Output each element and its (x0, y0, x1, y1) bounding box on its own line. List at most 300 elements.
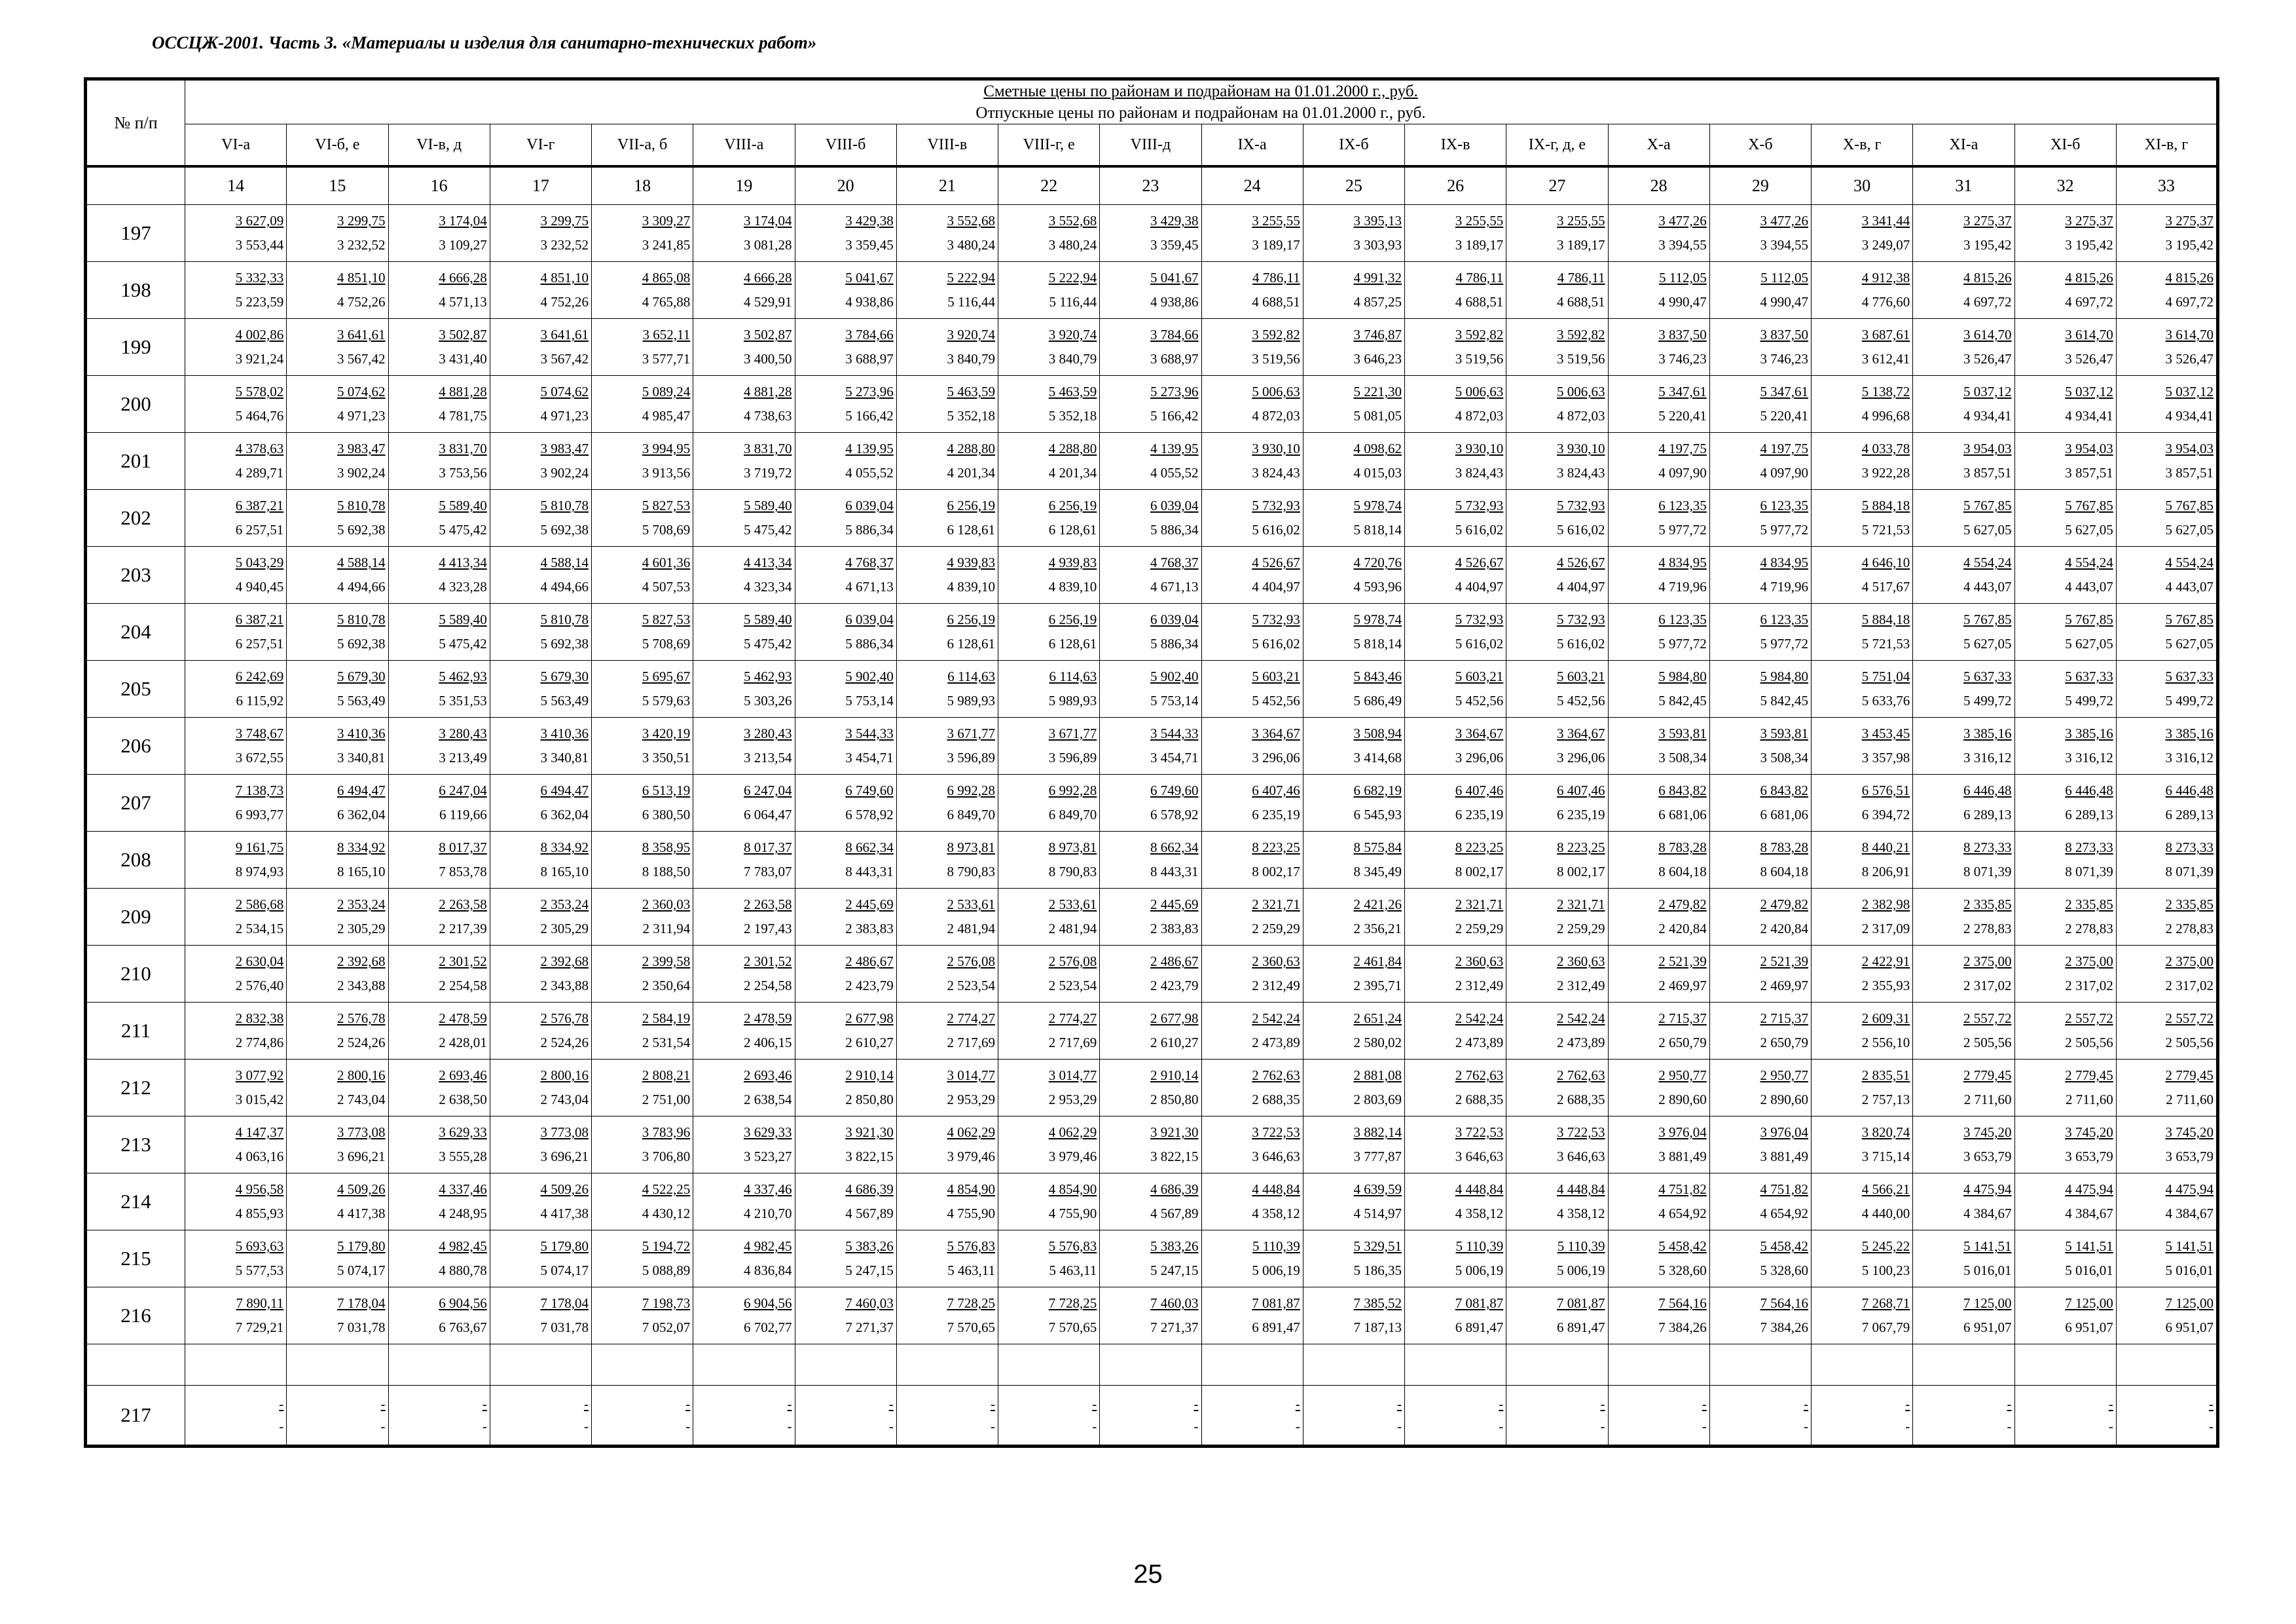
release-price: 8 604,18 (1760, 864, 1808, 879)
price-cell (896, 205, 998, 262)
estimated-price: 3 174,04 (439, 213, 487, 229)
table-row (86, 946, 2218, 1003)
release-price: 3 359,45 (845, 237, 894, 253)
estimated-price: 3 629,33 (744, 1124, 792, 1140)
price-cell (2014, 1116, 2116, 1173)
estimated-price: 3 280,43 (439, 726, 487, 741)
estimated-price: 3 341,44 (1861, 213, 1910, 229)
price-cell (1812, 376, 1913, 433)
release-price: 4 697,72 (1963, 294, 2012, 310)
price-cell (592, 1287, 693, 1344)
price-cell (1303, 718, 1404, 775)
price-cell (896, 547, 998, 604)
price-cell (1100, 1230, 1201, 1287)
estimated-price: 3 614,70 (1963, 327, 2012, 342)
release-price: 6 128,61 (1048, 522, 1097, 538)
estimated-price: 2 521,39 (1658, 953, 1707, 969)
estimated-price: 2 478,59 (439, 1010, 487, 1026)
release-price: 3 922,28 (1861, 465, 1910, 481)
blank-cell (1100, 1344, 1201, 1386)
release-price: 5 452,56 (1455, 693, 1504, 709)
release-price: 3 646,63 (1455, 1149, 1504, 1164)
price-cell (1405, 889, 1506, 946)
release-price: 2 350,64 (642, 978, 691, 993)
estimated-price: 5 843,46 (1353, 669, 1402, 684)
release-price: 5 753,14 (1150, 693, 1199, 709)
row-number: 198 (86, 262, 185, 319)
estimated-price: 4 912,38 (1861, 270, 1910, 286)
estimated-price: 5 810,78 (337, 498, 386, 513)
blank-cell (998, 1344, 1100, 1386)
release-price: 3 567,42 (337, 351, 386, 367)
price-cell (1709, 490, 1811, 547)
estimated-price: 3 627,09 (235, 213, 284, 229)
estimated-price: 2 392,68 (337, 953, 386, 969)
estimated-price: 6 407,46 (1557, 783, 1605, 798)
price-cell (490, 661, 591, 718)
estimated-price: 4 475,94 (1963, 1181, 2012, 1197)
estimated-price: 4 834,95 (1760, 555, 1808, 570)
estimated-price: 6 114,63 (1049, 669, 1097, 684)
estimated-price: 6 407,46 (1455, 783, 1504, 798)
estimated-price: 4 526,67 (1252, 555, 1300, 570)
estimated-price: 5 463,59 (947, 384, 995, 399)
release-price: 5 100,23 (1861, 1263, 1910, 1278)
release-price: 6 128,61 (947, 522, 995, 538)
release-price: 5 842,45 (1760, 693, 1808, 709)
release-price: 5 692,38 (337, 522, 386, 538)
estimated-price: 2 576,08 (1048, 953, 1097, 969)
price-cell (1709, 1060, 1811, 1116)
release-price: - (1499, 1418, 1504, 1434)
release-price: 2 717,69 (947, 1035, 995, 1050)
estimated-price: 2 360,63 (1557, 953, 1605, 969)
price-cell (592, 433, 693, 490)
estimated-price: 5 589,40 (439, 612, 487, 627)
price-cell (287, 1116, 388, 1173)
title-estimated-prices: Сметные цены по районам и подрайонам на 01.01.2000 г., руб. (983, 83, 1418, 100)
price-cell (1608, 547, 1709, 604)
blank-cell (86, 1344, 185, 1386)
estimated-price: - (888, 1396, 894, 1412)
table-row (86, 661, 2218, 718)
release-price: 2 580,02 (1353, 1035, 1402, 1050)
release-price: 2 481,94 (947, 921, 995, 936)
price-cell (2116, 604, 2217, 661)
estimated-price: 5 141,51 (1963, 1238, 2012, 1254)
release-price: 4 985,47 (642, 408, 691, 424)
release-price: - (2007, 1418, 2012, 1434)
release-price: 2 523,54 (1048, 978, 1097, 993)
region-header: X-б (1709, 124, 1811, 167)
price-cell (1303, 946, 1404, 1003)
price-cell (490, 604, 591, 661)
blank-cell (388, 1344, 490, 1386)
estimated-price: 7 385,52 (1353, 1295, 1402, 1311)
estimated-price: 6 494,47 (540, 783, 589, 798)
release-price: 5 220,41 (1658, 408, 1707, 424)
price-cell (1506, 262, 1608, 319)
table-row (86, 376, 2218, 433)
price-cell (2116, 1060, 2217, 1116)
price-cell (2116, 1173, 2217, 1230)
estimated-price: 4 475,94 (2065, 1181, 2113, 1197)
release-price: - (1295, 1418, 1300, 1434)
price-cell (1709, 376, 1811, 433)
estimated-price: 2 715,37 (1760, 1010, 1808, 1026)
column-number: 20 (795, 166, 896, 205)
release-price: 2 254,58 (439, 978, 487, 993)
release-price: 4 934,41 (2165, 408, 2214, 424)
release-price: 5 452,56 (1252, 693, 1300, 709)
price-cell (1201, 433, 1303, 490)
release-price: 5 166,42 (845, 408, 894, 424)
price-cell (1709, 1173, 1811, 1230)
release-price: 5 692,38 (337, 636, 386, 652)
release-price: 2 505,56 (2165, 1035, 2214, 1050)
release-price: 4 654,92 (1760, 1206, 1808, 1221)
release-price: 5 818,14 (1353, 636, 1402, 652)
estimated-price: 3 429,38 (845, 213, 894, 229)
estimated-price: 2 360,63 (1455, 953, 1504, 969)
price-cell (287, 1173, 388, 1230)
release-price: 8 443,31 (1150, 864, 1199, 879)
estimated-price: 6 446,48 (2165, 783, 2214, 798)
release-price: 3 555,28 (439, 1149, 487, 1164)
price-cell (1608, 205, 1709, 262)
price-cell (1913, 889, 2014, 946)
estimated-price: 5 984,80 (1760, 669, 1808, 684)
estimated-price: 4 601,36 (642, 555, 691, 570)
price-cell (795, 205, 896, 262)
estimated-price: 3 773,08 (540, 1124, 589, 1140)
release-price: 6 891,47 (1557, 1320, 1605, 1335)
price-cell (896, 262, 998, 319)
release-price: 4 880,78 (439, 1263, 487, 1278)
price-cell (896, 1003, 998, 1060)
estimated-price: 3 593,81 (1658, 726, 1707, 741)
price-cell (185, 889, 287, 946)
release-price: 3 857,51 (1963, 465, 2012, 481)
estimated-price: 2 321,71 (1455, 896, 1504, 912)
estimated-price: 5 273,96 (845, 384, 894, 399)
estimated-price: 4 751,82 (1760, 1181, 1808, 1197)
column-number: 24 (1201, 166, 1303, 205)
estimated-price: 5 679,30 (337, 669, 386, 684)
row-number: 204 (86, 604, 185, 661)
release-price: 5 627,05 (2065, 636, 2113, 652)
row-number: 214 (86, 1173, 185, 1230)
estimated-price: 4 197,75 (1760, 441, 1808, 456)
price-cell-empty (1405, 1386, 1506, 1447)
estimated-price: 5 138,72 (1861, 384, 1910, 399)
estimated-price: 3 820,74 (1861, 1124, 1910, 1140)
release-price: 4 430,12 (642, 1206, 691, 1221)
price-cell (592, 832, 693, 889)
release-price: 8 188,50 (642, 864, 691, 879)
estimated-price: 4 062,29 (1048, 1124, 1097, 1140)
estimated-price: 4 956,58 (235, 1181, 284, 1197)
colnum-blank (86, 166, 185, 205)
price-cell (592, 1230, 693, 1287)
release-price: 6 115,92 (236, 693, 284, 709)
release-price: 3 746,23 (1658, 351, 1707, 367)
release-price: 3 715,14 (1861, 1149, 1910, 1164)
estimated-price: 5 578,02 (235, 384, 284, 399)
price-cell (388, 1116, 490, 1173)
release-price: 4 517,67 (1861, 579, 1910, 595)
release-price: 2 610,27 (845, 1035, 894, 1050)
release-price: 3 553,44 (235, 237, 284, 253)
estimated-price: 4 982,45 (439, 1238, 487, 1254)
price-cell (896, 319, 998, 376)
price-cell (1709, 205, 1811, 262)
estimated-price: 4 522,25 (642, 1181, 691, 1197)
estimated-price: 2 360,63 (1252, 953, 1300, 969)
estimated-price: - (1295, 1396, 1300, 1412)
price-cell (1709, 262, 1811, 319)
price-cell (998, 205, 1100, 262)
release-price: 5 247,15 (1150, 1263, 1199, 1278)
price-cell (388, 262, 490, 319)
price-cell (896, 1287, 998, 1344)
blank-cell (1303, 1344, 1404, 1386)
price-cell (896, 775, 998, 832)
price-cell (998, 661, 1100, 718)
price-cell (1100, 205, 1201, 262)
estimated-price: 3 385,16 (1963, 726, 2012, 741)
release-price: - (482, 1418, 487, 1434)
estimated-price: 3 552,68 (947, 213, 995, 229)
price-cell (287, 547, 388, 604)
estimated-price: 2 881,08 (1353, 1067, 1402, 1083)
price-cell (1812, 718, 1913, 775)
price-cell (592, 1173, 693, 1230)
estimated-price: 3 014,77 (947, 1067, 995, 1083)
price-cell (1709, 832, 1811, 889)
release-price: 4 494,66 (337, 579, 386, 595)
price-cell (693, 1230, 795, 1287)
release-price: 5 303,26 (744, 693, 792, 709)
estimated-price: 5 884,18 (1861, 498, 1910, 513)
release-price: 6 289,13 (2165, 807, 2214, 822)
price-cell (1812, 775, 1913, 832)
estimated-price: 3 593,81 (1760, 726, 1808, 741)
column-number: 18 (592, 166, 693, 205)
estimated-price: 4 554,24 (2165, 555, 2214, 570)
release-price: 3 296,06 (1455, 750, 1504, 766)
release-price: 2 650,79 (1658, 1035, 1707, 1050)
price-cell-empty (1608, 1386, 1709, 1447)
table-row (86, 262, 2218, 319)
price-cell (1506, 1173, 1608, 1230)
blank-cell (2116, 1344, 2217, 1386)
release-price: 4 938,86 (1150, 294, 1199, 310)
release-price: 2 312,49 (1557, 978, 1605, 993)
estimated-price: 3 745,20 (1963, 1124, 2012, 1140)
price-cell (1812, 1173, 1913, 1230)
price-cell (2116, 205, 2217, 262)
estimated-price: 4 413,34 (439, 555, 487, 570)
price-cell (185, 1116, 287, 1173)
estimated-price: 5 810,78 (540, 498, 589, 513)
column-number: 23 (1100, 166, 1201, 205)
release-price: 3 646,63 (1557, 1149, 1605, 1164)
estimated-price: 2 479,82 (1760, 896, 1808, 912)
price-cell (1405, 490, 1506, 547)
estimated-price: 6 247,04 (439, 783, 487, 798)
release-price: 2 305,29 (540, 921, 589, 936)
price-cell (1303, 1116, 1404, 1173)
price-cell-empty (388, 1386, 490, 1447)
estimated-price: 4 337,46 (744, 1181, 792, 1197)
blank-cell (592, 1344, 693, 1386)
table-row (86, 547, 2218, 604)
price-cell (185, 1173, 287, 1230)
price-cell (388, 718, 490, 775)
release-price: 5 499,72 (2065, 693, 2113, 709)
price-cell (1303, 205, 1404, 262)
column-number: 21 (896, 166, 998, 205)
estimated-price: 5 902,40 (845, 669, 894, 684)
estimated-price: 6 256,19 (947, 498, 995, 513)
num-header: № п/п (86, 79, 185, 167)
release-price: - (1397, 1418, 1402, 1434)
release-price: 5 886,34 (1150, 522, 1199, 538)
estimated-price: 3 299,75 (337, 213, 386, 229)
estimated-price: 2 542,24 (1455, 1010, 1504, 1026)
row-number: 201 (86, 433, 185, 490)
release-price: 4 776,60 (1861, 294, 1910, 310)
estimated-price: 5 332,33 (235, 270, 284, 286)
region-header: XI-в, г (2116, 124, 2217, 167)
estimated-price: - (1804, 1396, 1808, 1412)
price-cell (1506, 1230, 1608, 1287)
price-cell (1913, 1230, 2014, 1287)
price-cell (1506, 376, 1608, 433)
blank-cell (795, 1344, 896, 1386)
release-price: 3 822,15 (845, 1149, 894, 1164)
estimated-price: 3 502,87 (744, 327, 792, 342)
price-cell (287, 604, 388, 661)
price-cell (1201, 1060, 1303, 1116)
estimated-price: 3 930,10 (1252, 441, 1300, 456)
release-price: 2 531,54 (642, 1035, 691, 1050)
release-price: 3 340,81 (540, 750, 589, 766)
price-cell (490, 319, 591, 376)
estimated-price: 2 832,38 (235, 1010, 284, 1026)
release-price: 4 358,12 (1557, 1206, 1605, 1221)
price-cell (693, 319, 795, 376)
price-cell (1506, 1116, 1608, 1173)
column-number: 16 (388, 166, 490, 205)
release-price: 5 989,93 (1048, 693, 1097, 709)
release-price: 3 688,97 (845, 351, 894, 367)
estimated-price: 9 161,75 (235, 840, 284, 855)
estimated-price: 5 637,33 (2165, 669, 2214, 684)
release-price: 5 633,76 (1861, 693, 1910, 709)
estimated-price: 4 448,84 (1252, 1181, 1300, 1197)
estimated-price: 2 950,77 (1760, 1067, 1808, 1083)
price-cell (1608, 889, 1709, 946)
estimated-price: 4 851,10 (540, 270, 589, 286)
price-cell (693, 433, 795, 490)
release-price: 4 384,67 (2065, 1206, 2113, 1221)
price-cell (1913, 490, 2014, 547)
release-price: 2 524,26 (540, 1035, 589, 1050)
release-price: 4 688,51 (1557, 294, 1605, 310)
release-price: 2 473,89 (1455, 1035, 1504, 1050)
estimated-price: 2 445,69 (1150, 896, 1199, 912)
release-price: 3 840,79 (947, 351, 995, 367)
estimated-price: 4 768,37 (845, 555, 894, 570)
estimated-price: 4 147,37 (235, 1124, 284, 1140)
estimated-price: 6 247,04 (744, 783, 792, 798)
release-price: 8 206,91 (1861, 864, 1910, 879)
price-cell (2116, 946, 2217, 1003)
release-price: 2 395,71 (1353, 978, 1402, 993)
release-price: 5 977,72 (1658, 522, 1707, 538)
column-number: 32 (2014, 166, 2116, 205)
price-cell (693, 889, 795, 946)
estimated-price: 5 141,51 (2165, 1238, 2214, 1254)
release-price: 5 081,05 (1353, 408, 1402, 424)
estimated-price: 3 954,03 (2165, 441, 2214, 456)
price-cell (388, 1060, 490, 1116)
estimated-price: 4 881,28 (439, 384, 487, 399)
estimated-price: 5 041,67 (1150, 270, 1199, 286)
estimated-price: 6 446,48 (2065, 783, 2113, 798)
release-price: 2 650,79 (1760, 1035, 1808, 1050)
price-cell (1913, 433, 2014, 490)
estimated-price: 2 779,45 (2165, 1067, 2214, 1083)
price-cell (490, 262, 591, 319)
price-cell (998, 718, 1100, 775)
estimated-price: 5 041,67 (845, 270, 894, 286)
estimated-price: 5 074,62 (540, 384, 589, 399)
estimated-price: 4 413,34 (744, 555, 792, 570)
price-cell (185, 1003, 287, 1060)
price-cell (795, 1230, 896, 1287)
release-price: 6 578,92 (1150, 807, 1199, 822)
price-cell (1709, 661, 1811, 718)
release-price: 4 384,67 (1963, 1206, 2012, 1221)
estimated-price: 3 614,70 (2065, 327, 2113, 342)
release-price: 2 317,09 (1861, 921, 1910, 936)
estimated-price: 7 564,16 (1760, 1295, 1808, 1311)
release-price: 3 394,55 (1658, 237, 1707, 253)
price-cell (998, 319, 1100, 376)
estimated-price: 2 576,78 (337, 1010, 386, 1026)
price-cell (896, 946, 998, 1003)
estimated-price: 4 062,29 (947, 1124, 995, 1140)
release-price: 4 934,41 (1963, 408, 2012, 424)
price-cell (2014, 1173, 2116, 1230)
release-price: 5 616,02 (1557, 636, 1605, 652)
price-cell (2116, 718, 2217, 775)
release-price: 5 616,02 (1252, 636, 1300, 652)
estimated-price: 3 255,55 (1455, 213, 1504, 229)
release-price: 3 296,06 (1557, 750, 1605, 766)
price-cell (795, 1173, 896, 1230)
release-price: 4 688,51 (1252, 294, 1300, 310)
estimated-price: 3 784,66 (845, 327, 894, 342)
price-cell (1201, 376, 1303, 433)
region-header: IX-г, д, е (1506, 124, 1608, 167)
release-price: 3 824,43 (1252, 465, 1300, 481)
release-price: - (1804, 1418, 1808, 1434)
column-number: 22 (998, 166, 1100, 205)
